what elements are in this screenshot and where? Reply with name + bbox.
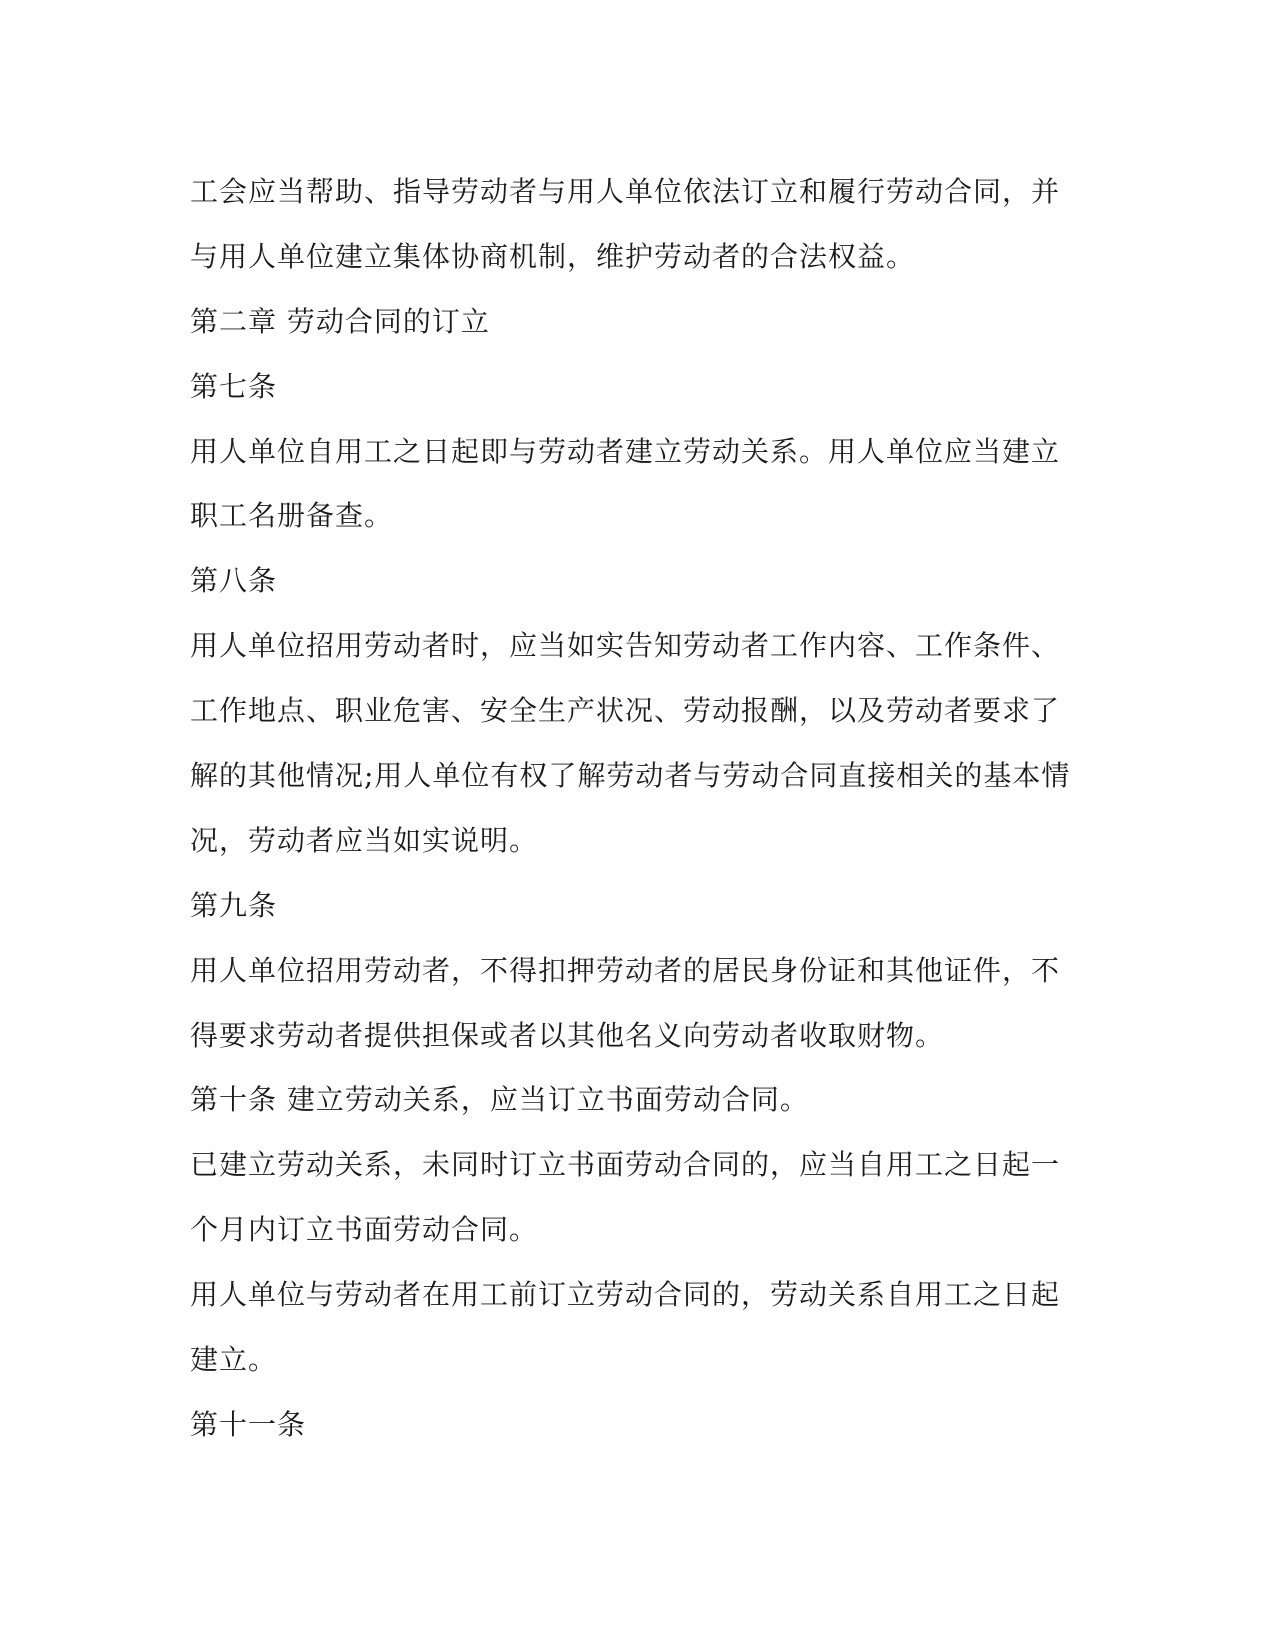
paragraph-line: 用人单位招用劳动者，不得扣押劳动者的居民身份证和其他证件，不 (190, 953, 1061, 987)
chapter-heading: 第二章 劳动合同的订立 (190, 304, 490, 338)
paragraph-line: 工会应当帮助、指导劳动者与用人单位依法订立和履行劳动合同，并 (190, 175, 1061, 208)
document-body (190, 160, 1090, 1458)
article-heading: 第八条 (190, 564, 278, 598)
paragraph-line: 已建立劳动关系，未同时订立书面劳动合同的，应当自用工之日起一 (190, 1148, 1061, 1182)
article-heading: 第十一条 (190, 1407, 307, 1441)
paragraph-line: 得要求劳动者提供担保或者以其他名义向劳动者收取财物。 (190, 1018, 945, 1052)
paragraph-line: 建立。 (190, 1343, 278, 1377)
article-heading: 第九条 (190, 888, 278, 922)
paragraph-line: 职工名册备查。 (190, 499, 394, 533)
paragraph-line: 用人单位自用工之日起即与劳动者建立劳动关系。用人单位应当建立 (190, 434, 1061, 468)
paragraph-line: 个月内订立书面劳动合同。 (190, 1213, 539, 1247)
paragraph-line: 工作地点、职业危害、安全生产状况、劳动报酬，以及劳动者要求了 (190, 694, 1061, 728)
paragraph-line: 解的其他情况;用人单位有权了解劳动者与劳动合同直接相关的基本情 (190, 759, 1071, 793)
article-heading: 第十条 建立劳动关系，应当订立书面劳动合同。 (190, 1083, 809, 1117)
paragraph-line: 用人单位招用劳动者时，应当如实告知劳动者工作内容、工作条件、 (190, 629, 1061, 663)
article-heading: 第七条 (190, 369, 278, 403)
paragraph-line: 与用人单位建立集体协商机制，维护劳动者的合法权益。 (190, 239, 916, 273)
paragraph-line: 况，劳动者应当如实说明。 (190, 823, 539, 857)
paragraph-line: 用人单位与劳动者在用工前订立劳动合同的，劳动关系自用工之日起 (190, 1278, 1061, 1312)
